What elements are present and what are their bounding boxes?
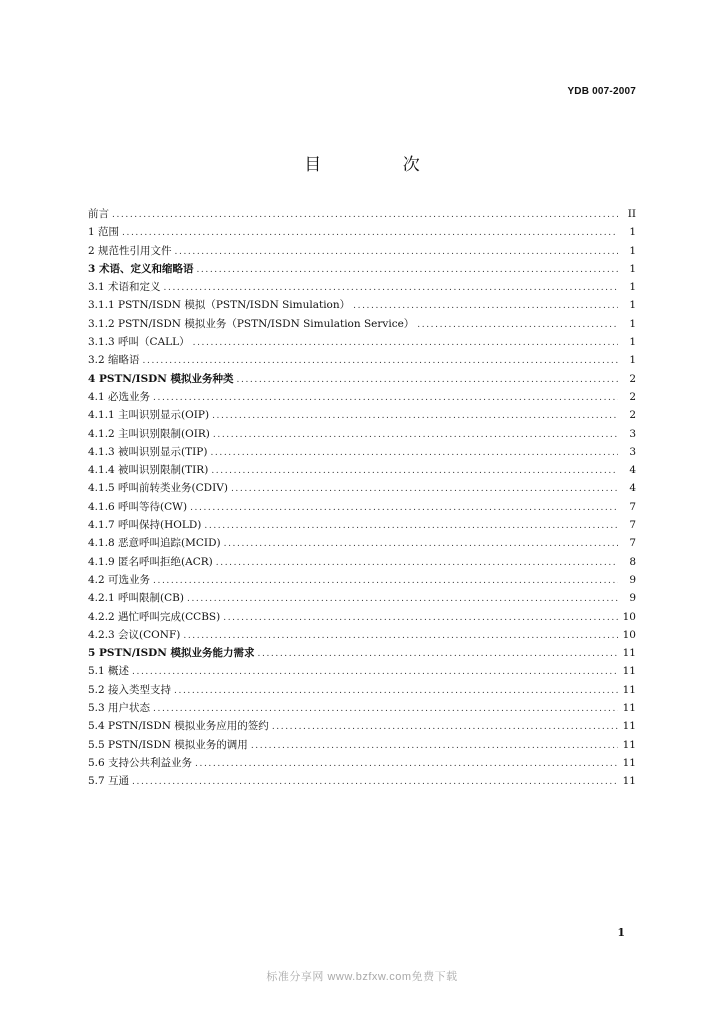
toc-entry-label: 5.6 支持公共利益业务 [88,756,193,769]
toc-entry[interactable] [88,754,636,772]
toc-entry[interactable] [88,626,636,644]
toc-entry[interactable] [88,278,636,296]
toc-entry-label: 4.1.7 呼叫保持(HOLD) [88,519,202,532]
toc-entry-label: 4.1.5 呼叫前转类业务(CDIV) [88,482,228,495]
toc-entry[interactable] [88,479,636,497]
toc-entry-label: 4.1.3 被叫识别显示(TIP) [88,445,208,458]
toc-entry-label: 3.1.1 PSTN/ISDN 模拟（PSTN/ISDN Simulation） [88,299,351,312]
toc-dot-leader [211,462,618,480]
toc-dot-leader [132,773,618,791]
toc-dot-leader [251,737,618,755]
toc-entry-label: 5.3 用户状态 [88,702,151,715]
toc-entry[interactable] [88,205,636,223]
toc-entry[interactable] [88,553,636,571]
toc-dot-leader [153,700,618,718]
toc-dot-leader [353,297,618,315]
toc-entry[interactable] [88,608,636,626]
toc-entry-page: 10 [622,628,636,641]
toc-entry[interactable] [88,388,636,406]
toc-entry[interactable] [88,534,636,552]
toc-entry-page: 7 [629,500,636,513]
toc-entry-page: 4 [629,482,636,495]
toc-entry[interactable] [88,644,636,662]
toc-entry-page: 11 [622,756,636,769]
toc-dot-leader [204,517,618,535]
toc-dot-leader [196,261,618,279]
toc-dot-leader [164,279,618,297]
toc-dot-leader [153,572,618,590]
toc-entry-label: 4.1.2 主叫识别限制(OIR) [88,427,210,440]
toc-entry-label: 前言 [88,208,109,220]
toc-entry[interactable] [88,406,636,424]
toc-entry-page: 8 [629,555,636,568]
toc-entry-label: 3.1.2 PSTN/ISDN 模拟业务（PSTN/ISDN Simulation Service） [88,317,415,330]
toc-entry[interactable] [88,260,636,278]
toc-entry-label: 4.1.8 恶意呼叫追踪(MCID) [88,537,221,550]
toc-entry-page: 11 [622,720,636,733]
document-code: YDB 007-2007 [567,86,636,97]
toc-dot-leader [175,243,618,261]
toc-dot-leader [210,444,618,462]
toc-entry[interactable] [88,461,636,479]
toc-entry-page: 9 [629,573,636,586]
toc-entry[interactable] [88,370,636,388]
toc-entry-page: 2 [629,372,636,385]
toc-entry-label: 2 规范性引用文件 [88,244,172,257]
toc-entry-label: 5.2 接入类型支持 [88,683,172,696]
toc-entry[interactable] [88,443,636,461]
toc-entry[interactable] [88,736,636,754]
toc-entry[interactable] [88,242,636,260]
toc-dot-leader [187,590,618,608]
toc-entry-page: 3 [629,427,636,440]
toc-entry-label: 5.7 互通 [88,775,130,788]
toc-dot-leader [112,206,618,224]
toc-entry-page: 11 [622,738,636,751]
toc-entry-page: 1 [629,262,636,275]
toc-entry-page: 9 [629,592,636,605]
toc-entry-label: 5.4 PSTN/ISDN 模拟业务应用的签约 [88,720,269,733]
toc-dot-leader [213,426,618,444]
toc-entry-page: 2 [629,409,636,422]
toc-dot-leader [153,389,618,407]
toc-entry-label: 4.2.2 遇忙呼叫完成(CCBS) [88,610,221,623]
toc-entry-label: 5.5 PSTN/ISDN 模拟业务的调用 [88,738,248,751]
toc-dot-leader [272,718,618,736]
toc-dot-leader [174,682,618,700]
toc-entry-page: 4 [629,464,636,477]
toc-entry-label: 4.1.4 被叫识别限制(TIR) [88,464,209,477]
toc-dot-leader [223,609,618,627]
toc-entry-label: 3.1.3 呼叫（CALL） [88,336,190,349]
toc-entry-page: 3 [629,445,636,458]
watermark-text: 标准分享网 www.bzfxw.com免费下载 [266,971,458,983]
toc-entry-page: 1 [629,336,636,349]
toc-entry[interactable] [88,351,636,369]
toc-entry-label: 4.2.1 呼叫限制(CB) [88,592,184,605]
toc-entry[interactable] [88,571,636,589]
toc-dot-leader [122,224,618,242]
toc-entry-label: 4.2.3 会议(CONF) [88,628,181,641]
toc-entry-page: 1 [629,226,636,239]
toc-entry-page: 11 [622,683,636,696]
toc-entry-label: 3.1 术语和定义 [88,281,161,294]
toc-entry[interactable] [88,772,636,790]
toc-entry-page: 1 [629,244,636,257]
toc-entry-label: 4.1.1 主叫识别显示(OIP) [88,409,210,422]
toc-dot-leader [417,316,618,334]
toc-entry-page: 7 [629,537,636,550]
toc-dot-leader [132,663,618,681]
table-of-contents [88,205,636,791]
toc-dot-leader [231,480,618,498]
toc-entry[interactable] [88,333,636,351]
toc-entry-page: 7 [629,519,636,532]
toc-dot-leader [193,334,618,352]
toc-entry[interactable] [88,516,636,534]
toc-entry-page: II [627,208,636,220]
toc-entry[interactable] [88,717,636,735]
toc-entry-label: 3.2 缩略语 [88,354,140,367]
toc-entry-label: 1 范围 [88,226,120,239]
toc-entry-label: 4.2 可选业务 [88,573,151,586]
toc-entry-page: 1 [629,299,636,312]
toc-dot-leader [237,371,618,389]
toc-entry-page: 10 [622,610,636,623]
toc-entry-page: 11 [622,775,636,788]
toc-entry-label: 4.1.6 呼叫等待(CW) [88,500,188,513]
toc-dot-leader [212,407,618,425]
toc-dot-leader [183,627,618,645]
toc-entry[interactable] [88,498,636,516]
toc-entry-label: 4.1.9 匿名呼叫拒绝(ACR) [88,555,213,568]
toc-dot-leader [258,645,618,663]
toc-entry-page: 11 [622,665,636,678]
toc-entry[interactable] [88,296,636,314]
toc-entry[interactable] [88,425,636,443]
toc-entry-page: 1 [629,317,636,330]
toc-dot-leader [216,554,618,572]
toc-entry-label: 5.1 概述 [88,665,130,678]
toc-entry[interactable] [88,662,636,680]
toc-entry-label: 3 术语、定义和缩略语 [88,262,194,275]
toc-dot-leader [195,755,618,773]
toc-entry[interactable] [88,315,636,333]
toc-entry-page: 1 [629,354,636,367]
toc-entry-label: 4 PSTN/ISDN 模拟业务种类 [88,372,234,385]
page-number: 1 [617,926,625,939]
toc-entry-page: 11 [622,702,636,715]
toc-entry[interactable] [88,699,636,717]
toc-entry-page: 1 [629,281,636,294]
toc-entry-label: 5 PSTN/ISDN 模拟业务能力需求 [88,647,255,660]
toc-entry-label: 4.1 必选业务 [88,390,151,403]
toc-entry[interactable] [88,223,636,241]
toc-dot-leader [143,352,618,370]
toc-entry[interactable] [88,681,636,699]
toc-dot-leader [190,499,618,517]
page-title: 目 次 [304,155,458,175]
toc-entry-page: 2 [629,390,636,403]
toc-entry-page: 11 [622,647,636,660]
toc-dot-leader [224,535,618,553]
toc-entry[interactable] [88,589,636,607]
